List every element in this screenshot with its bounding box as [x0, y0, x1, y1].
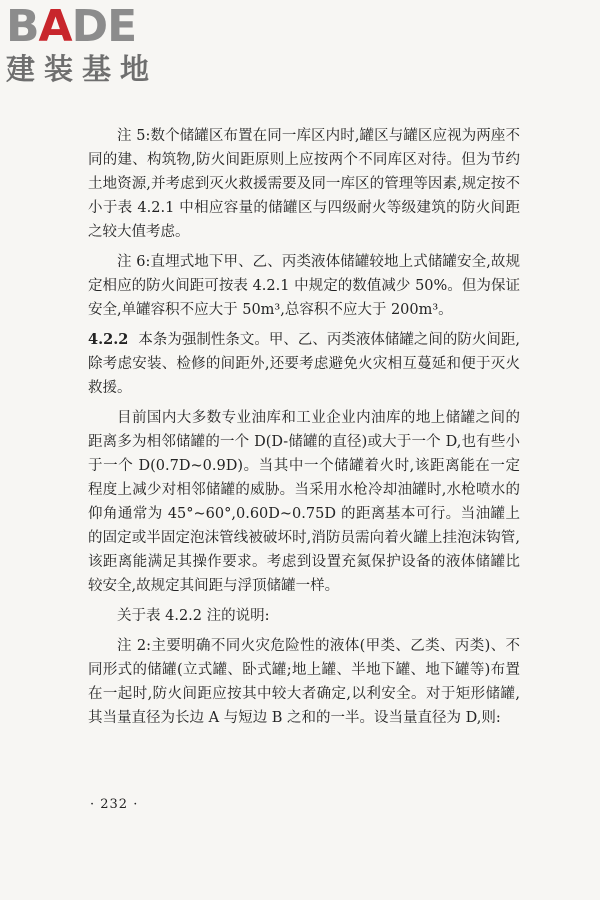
- page-number: · 232 ·: [90, 797, 139, 812]
- logo-accent-letter: A: [38, 1, 72, 52]
- note-5-paragraph: 注 5:数个储罐区布置在同一库区内时,罐区与罐区应视为两座不同的建、构筑物,防火间距原则上应按两个不同库区对待。但为节约土地资源,并考虑到灭火救援需要及同一库区的管理等因素,规定按不小于表 4.2.1 中相应容量的储罐区与四级耐火等级建筑的防火间距之较大值考虑。: [88, 128, 520, 240]
- page-body: [88, 124, 520, 736]
- clause-4-2-2-paragraph: [88, 328, 520, 400]
- logo-letters-after: DE: [71, 1, 137, 52]
- clause-number: 4.2.2: [88, 331, 129, 348]
- publisher-logo: [6, 3, 176, 85]
- note-2-paragraph: 注 2:主要明确不同火灾危险性的液体(甲类、乙类、丙类)、不同形式的储罐(立式罐、卧式罐;地上罐、半地下罐、地下罐等)布置在一起时,防火间距应按其中较大者确定,以利安全。对于矩形储罐,其当量直径为长边 A 与短边 B 之和的一半。设当量直径为 D,则:: [88, 638, 520, 726]
- logo-subtitle: 建装基地: [6, 52, 159, 86]
- tank-spacing-paragraph: 目前国内大多数专业油库和工业企业内油库的地上储罐之间的距离多为相邻储罐的一个 D(D-储罐的直径)或大于一个 D,也有些小于一个 D(0.7D~0.9D)。当其中一个储罐着火时,该距离能在一定程度上减少对相邻储罐的威胁。当采用水枪冷却油罐时,水枪喷水的仰角通常为 45°~60°,0.60D~0.75D 的距离基本可行。当油罐上的固定或半固定泡沫管线被破坏时,消防员需向着火罐上挂泡沫钩管,该距离能满足其操作要求。考虑到设置充氮保护设备的液体储罐比较安全,故规定其间距与浮顶储罐一样。: [88, 410, 520, 594]
- note-6-paragraph: 注 6:直埋式地下甲、乙、丙类液体储罐较地上式储罐安全,故规定相应的防火间距可按表 4.2.1 中规定的数值减少 50%。但为保证安全,单罐容积不应大于 50m³,总容积不应大于 200m³。: [88, 254, 520, 318]
- table-notes-heading: 关于表 4.2.2 注的说明:: [117, 608, 270, 624]
- clause-text: 本条为强制性条文。甲、乙、丙类液体储罐之间的防火间距,除考虑安装、检修的间距外,还要考虑避免火灾相互蔓延和便于灭火救援。: [88, 332, 520, 396]
- logo-wordmark: [6, 3, 176, 51]
- logo-letters-before: B: [6, 1, 39, 52]
